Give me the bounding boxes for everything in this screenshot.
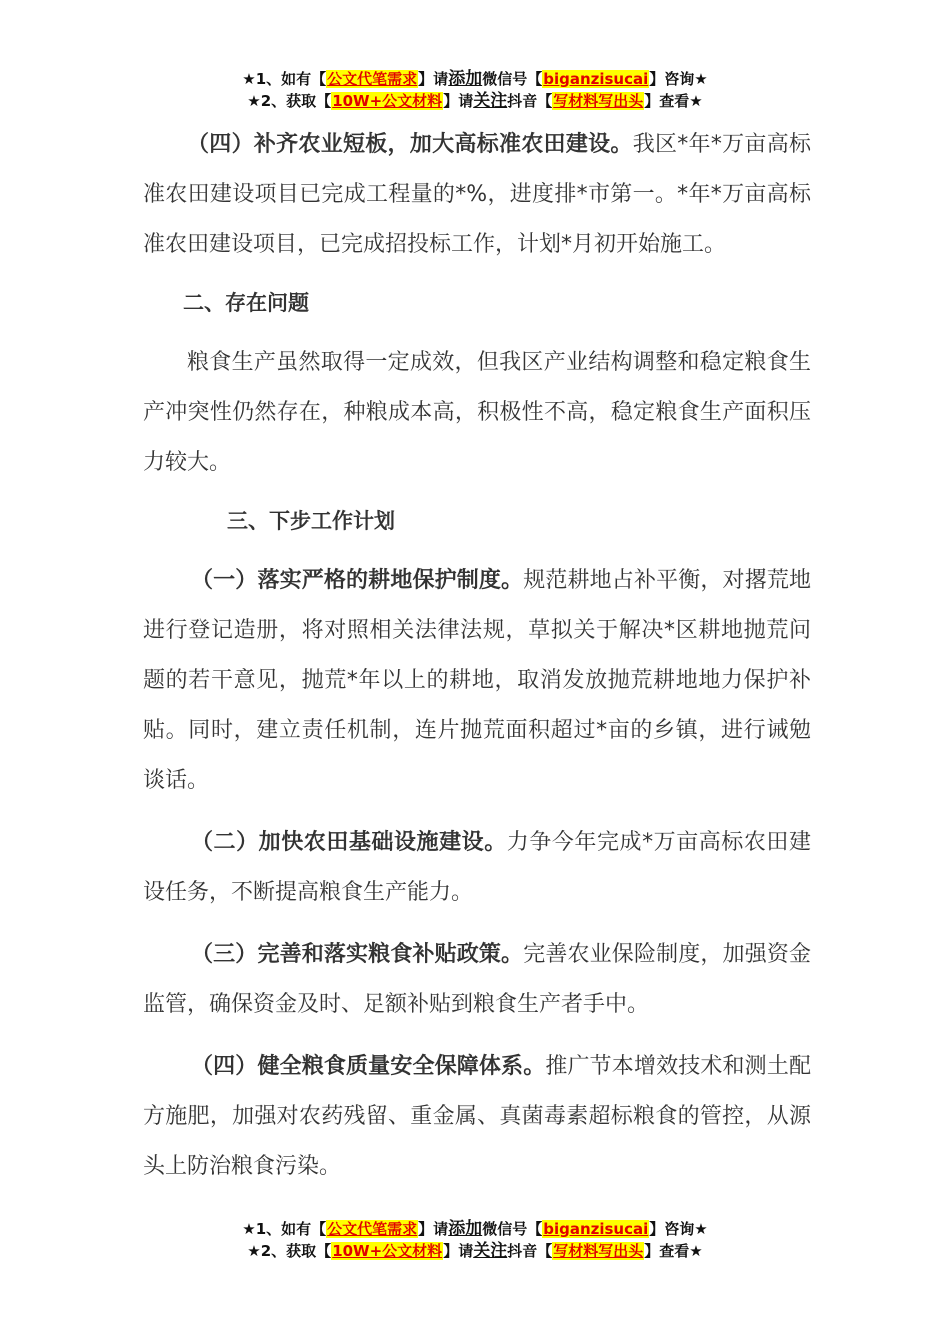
- promo-highlight: 10W+公文材料: [332, 1242, 443, 1260]
- promo-douyin-id: 写材料写出头: [553, 92, 644, 110]
- heading-next-plan: 三、下步工作计划: [227, 509, 395, 533]
- document-body: [143, 120, 811, 1192]
- paragraph-four-farmland: [143, 120, 811, 270]
- paragraph-lead: （四）健全粮食质量安全保障体系。: [191, 1054, 546, 1079]
- paragraph-text: 规范耕地占补平衡，对撂荒地进行登记造册，将对照相关法律法规，草拟关于解决*区耕地抛荒问题的若干意见，抛荒*年以上的耕地，取消发放抛荒耕地地力保护补贴。同时，建立责任机制，连片抛荒面积超过*亩的乡镇，进行诫勉谈话。: [143, 568, 811, 793]
- paragraph-plan-two: [143, 818, 811, 918]
- paragraph-lead: （一）落实严格的耕地保护制度。: [191, 568, 524, 593]
- promo-wechat-id: biganzisucai: [543, 1220, 649, 1238]
- promo-text: 抖音【: [507, 1242, 553, 1260]
- promo-text: ★1、如有【: [242, 1220, 327, 1238]
- promo-banner-top: [0, 68, 950, 112]
- promo-line-2: [0, 1240, 950, 1262]
- promo-banner-bottom: [0, 1218, 950, 1262]
- heading-existing-problems: 二、存在问题: [183, 291, 309, 315]
- promo-emphasis: 添加: [448, 69, 483, 89]
- paragraph-lead: （二）加快农田基础设施建设。: [191, 830, 507, 855]
- paragraph-lead: （三）完善和落实粮食补贴政策。: [191, 942, 524, 967]
- promo-text: 】请: [418, 1220, 449, 1238]
- paragraph-text: 力争今年完成*万亩高标农田建设任务，不断提高粮食生产能力。: [143, 830, 811, 905]
- promo-line-2: [0, 90, 950, 112]
- promo-text: 】查看★: [644, 92, 703, 110]
- promo-text: ★1、如有【: [242, 70, 327, 88]
- paragraph-plan-one: [143, 556, 811, 806]
- promo-highlight: 公文代笔需求: [327, 70, 418, 88]
- promo-text: ★2、获取【: [247, 92, 332, 110]
- promo-text: 】查看★: [644, 1242, 703, 1260]
- paragraph-text: 完善农业保险制度，加强资金监管，确保资金及时、足额补贴到粮食生产者手中。: [143, 942, 811, 1017]
- promo-text: 】请: [418, 70, 449, 88]
- promo-text: 】咨询★: [649, 1220, 708, 1238]
- paragraph-plan-three: [143, 930, 811, 1030]
- paragraph-text: 推广节本增效技术和测土配方施肥，加强对农药残留、重金属、真菌毒素超标粮食的管控，从源头上防治粮食污染。: [143, 1054, 811, 1179]
- promo-text: 】咨询★: [649, 70, 708, 88]
- paragraph-text: 我区*年*万亩高标准农田建设项目已完成工程量的*%，进度排*市第一。*年*万亩高标准农田建设项目，已完成招投标工作，计划*月初开始施工。: [143, 132, 811, 257]
- paragraph-problems: 粮食生产虽然取得一定成效，但我区产业结构调整和稳定粮食生产冲突性仍然存在，种粮成本高，积极性不高，稳定粮食生产面积压力较大。: [143, 350, 811, 475]
- promo-highlight: 公文代笔需求: [327, 1220, 418, 1238]
- promo-emphasis: 添加: [448, 1219, 483, 1239]
- promo-highlight: 10W+公文材料: [332, 92, 443, 110]
- promo-text: 】请: [443, 92, 474, 110]
- paragraph-lead: （四）补齐农业短板，加大高标准农田建设。: [187, 132, 633, 157]
- promo-wechat-id: biganzisucai: [543, 70, 649, 88]
- promo-text: ★2、获取【: [247, 1242, 332, 1260]
- promo-line-1: [0, 1218, 950, 1240]
- promo-emphasis: 关注: [473, 91, 508, 111]
- promo-text: 抖音【: [507, 92, 553, 110]
- paragraph-plan-four: [143, 1042, 811, 1192]
- promo-text: 】请: [443, 1242, 474, 1260]
- promo-emphasis: 关注: [473, 1241, 508, 1261]
- promo-text: 微信号【: [482, 1220, 543, 1238]
- promo-line-1: [0, 68, 950, 90]
- promo-text: 微信号【: [482, 70, 543, 88]
- promo-douyin-id: 写材料写出头: [553, 1242, 644, 1260]
